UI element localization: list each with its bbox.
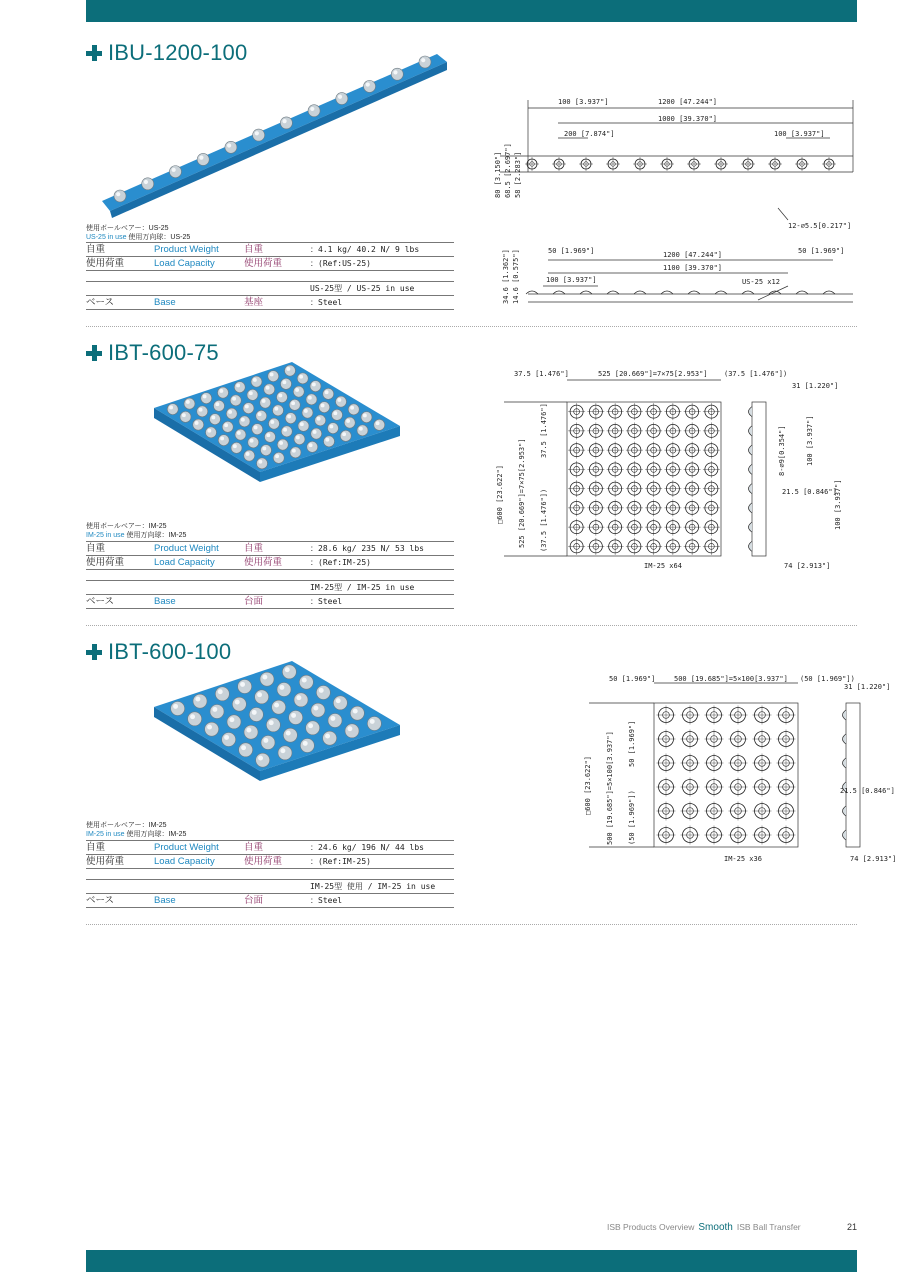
ball-bearing — [142, 178, 154, 190]
dim-label: 500 [19.685"]=5×100[3.937"] — [606, 731, 614, 845]
ball-bearing — [266, 718, 280, 732]
ball-bearing — [299, 675, 313, 689]
ball-bearing — [261, 736, 275, 750]
ball-note: 使用ボールベアー：IM-25 IM-25 in use 使用万向球：IM-25 — [86, 822, 187, 838]
ball-bearing — [188, 712, 202, 726]
ball-bearing — [238, 680, 252, 694]
ball-bearing — [214, 400, 225, 411]
product-photo — [142, 657, 402, 807]
ball-bearing — [367, 717, 381, 731]
ball-bearing — [298, 420, 309, 431]
ball-bearing — [184, 398, 195, 409]
ball-bearing — [285, 413, 296, 424]
side-ball-profile — [580, 291, 592, 294]
ball-bearing — [264, 384, 275, 395]
ball-bearing — [328, 423, 339, 434]
dim-label: (50 [1.969"]) — [800, 675, 855, 683]
side-ball-profile — [843, 710, 847, 720]
ball-bearing — [210, 414, 221, 425]
spec-row-usage: US-25型 / US-25 in use — [86, 282, 454, 296]
ball-bearing — [256, 753, 270, 767]
spec-row-base: ベース Base 台面 ：Steel — [86, 894, 454, 908]
dim-label: IM-25 x64 — [644, 562, 682, 570]
dim-label: 100 [3.937"] — [806, 415, 814, 466]
ball-bearing — [282, 665, 296, 679]
ball-bearing — [419, 56, 431, 68]
spec-row-load: 使用荷重 Load Capacity 使用荷重 ：(Ref:US-25) — [86, 257, 454, 271]
dim-label: 12-∅5.5[0.217"] — [788, 222, 852, 230]
spec-row-usage: IM-25型 / IM-25 in use — [86, 581, 454, 595]
ball-bearing — [260, 397, 271, 408]
spec-row-load: 使用荷重 Load Capacity 使用荷重 ：(Ref:IM-25) — [86, 556, 454, 570]
ball-bearing — [235, 429, 246, 440]
side-ball-profile — [843, 830, 847, 840]
ball-bearing — [278, 746, 292, 760]
section-title: IBU-1200-100 — [86, 38, 247, 68]
ball-bearing — [374, 419, 385, 430]
ball-bearing — [210, 705, 224, 719]
dim-label: (50 [1.969"]) — [628, 790, 636, 845]
ball-bearing — [197, 406, 208, 417]
ball-bearing — [302, 407, 313, 418]
dim-label: 80 [3.150"] — [494, 151, 502, 198]
dim-label: 8-∅9[0.354"] — [778, 425, 786, 476]
dim-label: (37.5 [1.476"]) — [724, 370, 788, 378]
side-ball-profile — [749, 464, 753, 474]
ball-bearing — [218, 387, 229, 398]
ball-bearing — [311, 428, 322, 439]
side-ball-profile — [749, 484, 753, 494]
ball-bearing — [306, 394, 317, 405]
side-ball-profile — [715, 291, 727, 294]
section-divider — [86, 625, 857, 626]
side-ball-profile — [749, 426, 753, 436]
side-ball-profile — [749, 407, 753, 417]
dim-label: 525 [20.669"]=7×75[2.953"] — [518, 438, 526, 548]
ball-bearing — [193, 694, 207, 708]
product-photo — [142, 358, 402, 508]
ball-bearing — [285, 365, 296, 376]
ball-bearing — [201, 393, 212, 404]
ball-bearing — [289, 399, 300, 410]
footer: ISB Products Overview Smooth ISB Ball Transfer — [607, 1222, 801, 1233]
ball-bearing — [306, 721, 320, 735]
product-photo — [92, 46, 462, 236]
ball-bearing — [232, 697, 246, 711]
ball-note: 使用ボールベアー：IM-25 IM-25 in use 使用万向球：IM-25 — [86, 523, 187, 539]
ball-bearing — [350, 706, 364, 720]
ball-bearing — [225, 141, 237, 153]
footer-band — [86, 1250, 857, 1272]
section-divider — [86, 924, 857, 925]
ball-bearing — [169, 166, 181, 178]
ball-bearing — [336, 396, 347, 407]
ball-bearing — [252, 424, 263, 435]
ball-bearing — [297, 373, 308, 384]
side-ball-profile — [661, 291, 673, 294]
ball-bearing — [230, 395, 241, 406]
ball-bearing — [277, 683, 291, 697]
dim-label: 31 [1.220"] — [792, 382, 839, 390]
ball-bearing — [227, 715, 241, 729]
dim-label: 50 [1.969"] — [548, 247, 595, 255]
ball-bearing — [277, 392, 288, 403]
ball-bearing — [277, 439, 288, 450]
side-ball-profile — [749, 522, 753, 532]
dim-label: 50 [1.969"] — [609, 675, 656, 683]
ball-bearing — [333, 696, 347, 710]
ball-bearing — [243, 403, 254, 414]
ball-bearing — [308, 105, 320, 117]
dimension-drawing — [488, 88, 857, 318]
side-ball-profile — [526, 291, 538, 294]
dimension-drawing — [494, 675, 897, 875]
ball-bearing — [265, 431, 276, 442]
spec-row-weight: 自重 Product Weight 自重 ：28.6 kg/ 235 N/ 53 lbs — [86, 541, 454, 556]
dimension-drawing — [494, 366, 854, 576]
spec-row-base: ベース Base 台面 ：Steel — [86, 595, 454, 609]
ball-bearing — [205, 722, 219, 736]
section-divider — [86, 326, 857, 327]
ball-bearing — [319, 402, 330, 413]
ball-bearing — [114, 190, 126, 202]
ball-bearing — [344, 417, 355, 428]
ball-bearing — [289, 711, 303, 725]
spec-row-weight: 自重 Product Weight 自重 ：24.6 kg/ 196 N/ 44 lbs — [86, 840, 454, 855]
section-title: IBT-600-100 — [86, 637, 231, 667]
side-ball-profile — [843, 758, 847, 768]
ball-bearing — [206, 427, 217, 438]
ball-bearing — [197, 153, 209, 165]
ball-bearing — [231, 442, 242, 453]
dim-label: 34.6 [1.362"] — [502, 249, 510, 304]
ball-bearing — [167, 404, 178, 415]
side-ball-profile — [823, 291, 835, 294]
ball-bearing — [239, 743, 253, 757]
ball-bearing — [357, 425, 368, 436]
ball-bearing — [281, 426, 292, 437]
dim-label: 31 [1.220"] — [844, 683, 891, 691]
ball-bearing — [340, 430, 351, 441]
side-ball-profile — [749, 445, 753, 455]
ball-bearing — [391, 68, 403, 80]
dim-label: 1000 [39.370"] — [658, 115, 718, 123]
side-ball-profile — [843, 806, 847, 816]
side-ball-profile — [634, 291, 646, 294]
spec-table — [86, 840, 454, 908]
ball-bearing — [251, 376, 262, 387]
ball-bearing — [226, 408, 237, 419]
spec-row-usage: IM-25型 使用 / IM-25 in use — [86, 880, 454, 894]
ball-bearing — [323, 731, 337, 745]
ball-bearing — [272, 700, 286, 714]
page-number: 21 — [847, 1222, 858, 1232]
ball-bearing — [215, 687, 229, 701]
dim-label: 50 [1.969"] — [798, 247, 845, 255]
cross-icon — [86, 345, 102, 361]
ball-bearing — [249, 708, 263, 722]
dim-label: 1200 [47.244"] — [658, 98, 718, 106]
side-ball-profile — [796, 291, 808, 294]
dim-label: 200 [7.874"] — [564, 130, 615, 138]
dim-label: 525 [20.669"]=7×75[2.953"] — [598, 370, 708, 378]
ball-bearing — [324, 436, 335, 447]
ball-bearing — [316, 686, 330, 700]
section-ibt-600-75 — [86, 338, 857, 618]
header-band — [86, 0, 857, 22]
ball-bearing — [293, 386, 304, 397]
side-ball-profile — [769, 291, 781, 294]
dim-label: 14.6 [0.575"] — [512, 249, 520, 304]
dim-label: 1100 [39.370"] — [663, 264, 723, 272]
ball-bearing — [307, 441, 318, 452]
ball-bearing — [260, 672, 274, 686]
dim-label: 74 [2.913"] — [850, 855, 897, 863]
spec-table — [86, 541, 454, 609]
ball-bearing — [300, 739, 314, 753]
dim-label: IM-25 x36 — [724, 855, 762, 863]
section-ibt-600-100 — [86, 637, 897, 917]
dim-label: 100 [3.937"] — [834, 479, 842, 530]
ball-bearing — [239, 416, 250, 427]
ball-bearing — [248, 437, 259, 448]
ball-bearing — [294, 434, 305, 445]
side-ball-profile — [742, 291, 754, 294]
ball-bearing — [244, 450, 255, 461]
dim-label: 21.5 [0.846"] — [840, 787, 895, 795]
ball-bearing — [269, 418, 280, 429]
ball-bearing — [315, 415, 326, 426]
ball-bearing — [281, 378, 292, 389]
cross-icon — [86, 644, 102, 660]
ball-bearing — [256, 410, 267, 421]
ball-bearing — [253, 129, 265, 141]
dim-label: 37.5 [1.476"] — [514, 370, 569, 378]
ball-bearing — [348, 404, 359, 415]
ball-bearing — [222, 421, 233, 432]
spec-row-weight: 自重 Product Weight 自重 ：4.1 kg/ 40.2 N/ 9 lbs — [86, 242, 454, 257]
ball-bearing — [364, 80, 376, 92]
ball-bearing — [280, 117, 292, 129]
side-ball-profile — [553, 291, 565, 294]
section-title: IBT-600-75 — [86, 338, 219, 368]
dim-label: 50 [1.969"] — [628, 720, 636, 767]
dim-label: □600 [23.622"] — [584, 755, 592, 815]
ball-bearing — [345, 724, 359, 738]
dim-label: 500 [19.685"]=5×100[3.937"] — [674, 675, 788, 683]
dim-label: 74 [2.913"] — [784, 562, 831, 570]
side-ball-profile — [607, 291, 619, 294]
ball-bearing — [311, 703, 325, 717]
dim-label: (37.5 [1.476"]) — [540, 488, 548, 552]
side-ball-profile — [749, 503, 753, 513]
ball-bearing — [283, 728, 297, 742]
ball-bearing — [244, 725, 258, 739]
spec-table — [86, 242, 454, 310]
ball-bearing — [171, 702, 185, 716]
ball-bearing — [273, 452, 284, 463]
side-ball-profile — [688, 291, 700, 294]
ball-bearing — [290, 447, 301, 458]
dim-label: 1200 [47.244"] — [663, 251, 723, 259]
ball-bearing — [261, 445, 272, 456]
dim-label: 100 [3.937"] — [546, 276, 597, 284]
ball-bearing — [234, 382, 245, 393]
ball-bearing — [257, 458, 268, 469]
dim-label: 21.5 [0.846"] — [782, 488, 837, 496]
ball-bearing — [255, 690, 269, 704]
ball-bearing — [328, 714, 342, 728]
ball-note: 使用ボールベアー：US-25 US-25 in use 使用万向球：US-25 — [86, 225, 191, 241]
side-ball-profile — [843, 734, 847, 744]
ball-bearing — [218, 435, 229, 446]
dim-label: 37.5 [1.476"] — [540, 403, 548, 458]
section-ibu-1200-100 — [86, 38, 857, 318]
dim-label: 68.5 [2.697"] — [504, 143, 512, 198]
dim-label: US-25 x12 — [742, 278, 780, 286]
dim-label: 58 [2.283"] — [514, 151, 522, 198]
ball-bearing — [247, 389, 258, 400]
ball-bearing — [193, 419, 204, 430]
ball-bearing — [332, 409, 343, 420]
ball-bearing — [323, 388, 334, 399]
ball-bearing — [273, 405, 284, 416]
dim-label: □600 [23.622"] — [496, 464, 504, 524]
ball-bearing — [310, 381, 321, 392]
ball-bearing — [222, 733, 236, 747]
dim-label: 100 [3.937"] — [774, 130, 825, 138]
dim-label: 100 [3.937"] — [558, 98, 609, 106]
ball-bearing — [336, 93, 348, 105]
ball-bearing — [294, 693, 308, 707]
side-ball-profile — [749, 541, 753, 551]
ball-bearing — [268, 371, 279, 382]
ball-bearing — [180, 411, 191, 422]
spec-row-base: ベース Base 基座 ：Steel — [86, 296, 454, 310]
spec-row-load: 使用荷重 Load Capacity 使用荷重 ：(Ref:IM-25) — [86, 855, 454, 869]
ball-bearing — [361, 412, 372, 423]
